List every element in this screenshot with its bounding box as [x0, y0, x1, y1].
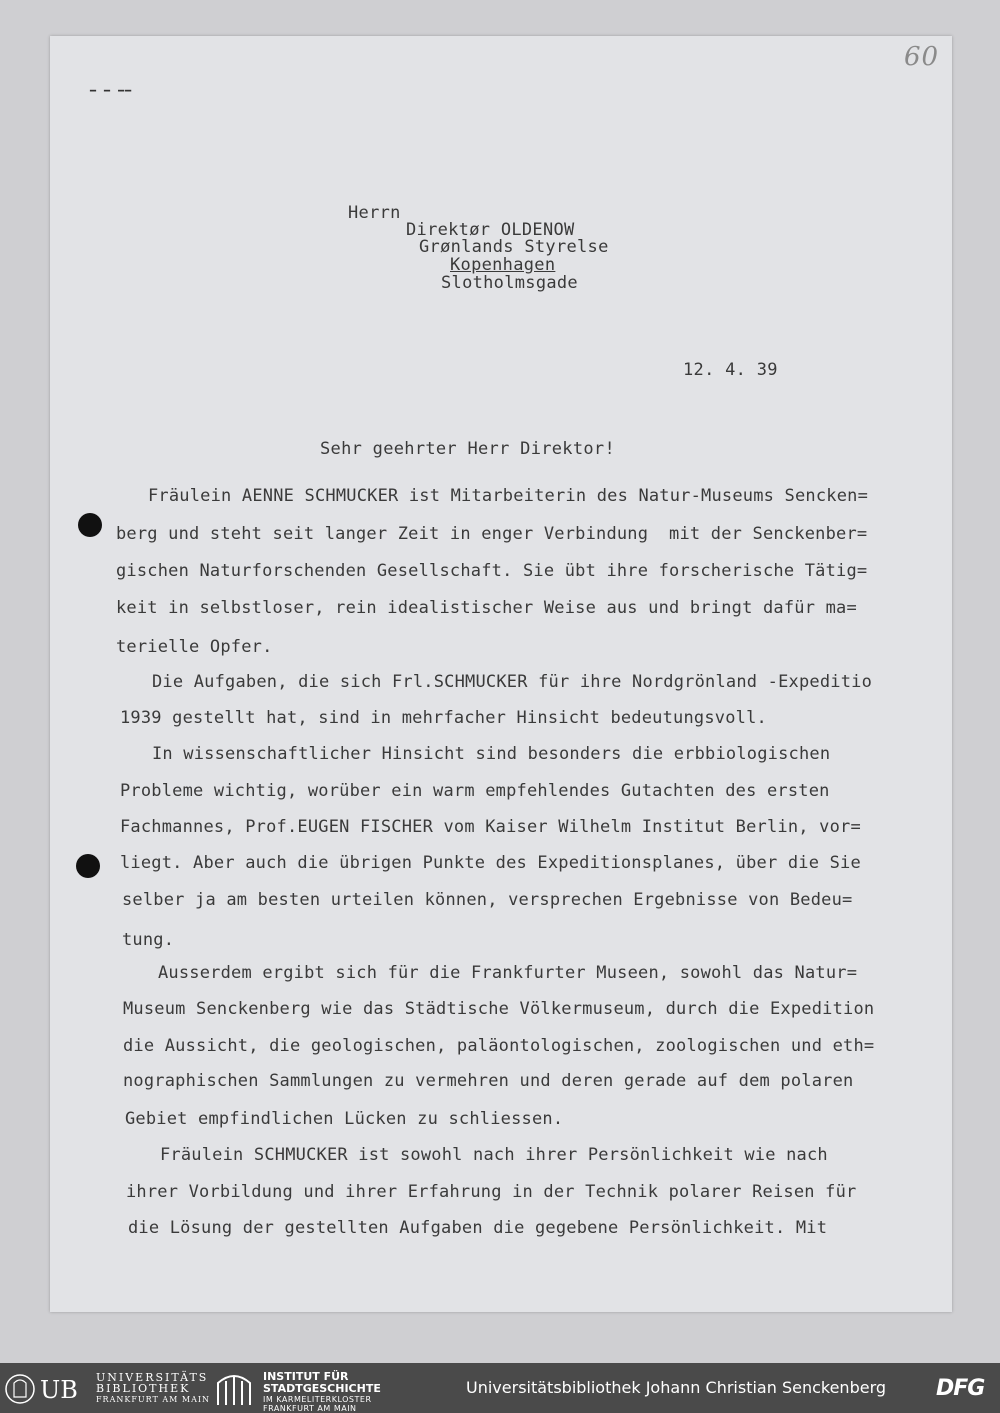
address-street: Slotholmsgade — [441, 273, 578, 293]
body-line: die Aussicht, die geologischen, paläontologischen, zoologischen und eth= — [123, 1036, 875, 1056]
body-line: Museum Senckenberg wie das Städtische Völkermuseum, durch die Expedition — [123, 999, 875, 1019]
isg-line-2: STADTGESCHICHTE — [263, 1382, 381, 1395]
body-line: tung. — [122, 930, 175, 950]
punch-hole-top — [78, 513, 102, 537]
letter-date: 12. 4. 39 — [683, 360, 778, 380]
body-line: Gebiet empfindlichen Lücken zu schliessen. — [125, 1109, 564, 1129]
isg-logo-icon — [214, 1371, 254, 1407]
body-line: selber ja am besten urteilen können, versprechen Ergebnisse von Bedeu= — [122, 890, 853, 910]
punch-hole-bottom — [76, 854, 100, 878]
ub-line-2: BIBLIOTHEK — [96, 1382, 191, 1395]
dfg-logo: DFG — [936, 1376, 985, 1401]
isg-line-1: INSTITUT FÜR — [263, 1370, 349, 1383]
body-line: Ausserdem ergibt sich für die Frankfurter Museen, sowohl das Natur= — [158, 963, 858, 983]
body-line: Fräulein SCHMUCKER ist sowohl nach ihrer Persönlichkeit wie nach — [160, 1145, 828, 1165]
body-line: gischen Naturforschenden Gesellschaft. Sie übt ihre forscherische Tätig= — [116, 561, 868, 581]
body-line: Die Aufgaben, die sich Frl.SCHMUCKER für ihre Nordgrönland -Expeditio — [152, 672, 873, 692]
svg-text:UB: UB — [40, 1376, 78, 1404]
folio-number: 60 — [904, 42, 940, 72]
ub-name — [96, 1372, 210, 1405]
isg-line-4: FRANKFURT AM MAIN — [263, 1404, 357, 1413]
margin-marks: ━ ━ ━━ — [90, 86, 133, 97]
address-city: Kopenhagen — [450, 255, 556, 275]
body-line: liegt. Aber auch die übrigen Punkte des Expeditionsplanes, über die Sie — [120, 853, 861, 873]
ub-line-1: UNIVERSITÄTS — [96, 1371, 209, 1384]
body-line: Fachmannes, Prof.EUGEN FISCHER vom Kaiser Wilhelm Institut Berlin, vor= — [120, 817, 861, 837]
body-line: keit in selbstloser, rein idealistischer Weise aus und bringt dafür ma= — [116, 598, 857, 618]
letter-greeting: Sehr geehrter Herr Direktor! — [320, 439, 615, 459]
body-line: 1939 gestellt hat, sind in mehrfacher Hinsicht bedeutungsvoll. — [120, 708, 767, 728]
isg-line-3: IM KARMELITERKLOSTER — [263, 1395, 372, 1404]
ub-line-3: FRANKFURT AM MAIN — [96, 1395, 211, 1404]
body-line: berg und steht seit langer Zeit in enger Verbindung mit der Senckenber= — [116, 524, 868, 544]
body-line: Fräulein AENNE SCHMUCKER ist Mitarbeiterin des Natur-Museums Sencken= — [148, 486, 869, 506]
body-line: ihrer Vorbildung und ihrer Erfahrung in der Technik polarer Reisen für — [126, 1182, 857, 1202]
body-line: In wissenschaftlicher Hinsicht sind besonders die erbbiologischen — [152, 744, 831, 764]
body-line: Probleme wichtig, worüber ein warm empfehlendes Gutachten des ersten — [120, 781, 830, 801]
footer-bar — [0, 1363, 1000, 1413]
isg-name — [263, 1371, 381, 1413]
body-line: terielle Opfer. — [116, 637, 273, 657]
address-salutation: Herrn — [348, 203, 401, 223]
ub-logo-icon — [4, 1373, 90, 1405]
body-line: nographischen Sammlungen zu vermehren und deren gerade auf dem polaren — [123, 1071, 854, 1091]
footer-library-name: Universitätsbibliothek Johann Christian Senckenberg — [466, 1378, 887, 1397]
address-name: Direktør OLDENOW — [406, 220, 575, 240]
address-org: Grønlands Styrelse — [419, 237, 609, 257]
body-line: die Lösung der gestellten Aufgaben die gegebene Persönlichkeit. Mit — [128, 1218, 828, 1238]
